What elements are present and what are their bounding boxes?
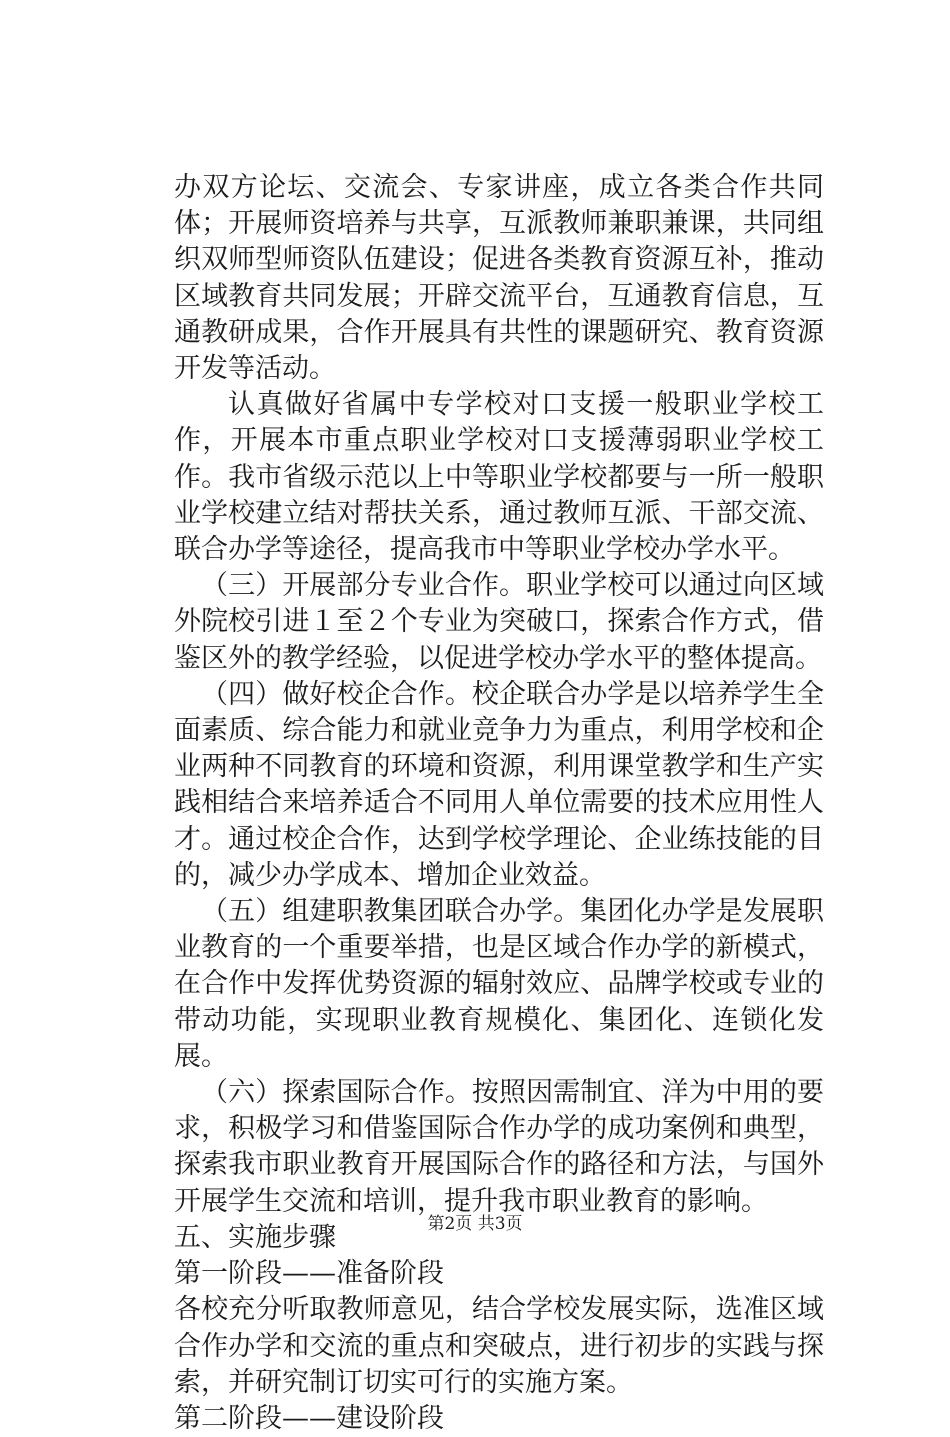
paragraph-support-work: 认真做好省属中专学校对口支援一般职业学校工作，开展本市重点职业学校对口支援薄弱职业学校工作。我市省级示范以上中等职业学校都要与一所一般职业学校建立结对帮扶关系，通过教师互派、干部交流、联合办学等途径，提高我市中等职业学校办学水平。 bbox=[174, 389, 824, 566]
page-footer: 第2页 共3页 bbox=[427, 1214, 523, 1234]
paragraph-section-6: （六）探索国际合作。按照因需制宜、洋为中用的要求，积极学习和借鉴国际合作办学的成功案例和典型，探索我市职业教育开展国际合作的路径和方法，与国外开展学生交流和培训，提升我市职业教育的影响。 bbox=[174, 1077, 824, 1217]
paragraph-section-4: （四）做好校企合作。校企联合办学是以培养学生全面素质、综合能力和就业竞争力为重点，利用学校和企业两种不同教育的环境和资源，利用课堂教学和生产实践相结合来培养适合不同用人单位需要的技术应用性人才。通过校企合作，达到学校学理论、企业练技能的目的，减少办学成本、增加企业效益。 bbox=[174, 678, 824, 891]
paragraph-continuation: 办双方论坛、交流会、专家讲座，成立各类合作共同体；开展师资培养与共享，互派教师兼职兼课，共同组织双师型师资队伍建设；促进各类教育资源互补，推动区域教育共同发展；开辟交流平台，互通教育信息，互通教研成果，合作开展具有共性的课题研究、教育资源开发等活动。 bbox=[174, 172, 824, 385]
heading-implementation-steps: 五、实施步骤 bbox=[174, 1221, 336, 1253]
paragraph-stage-one: 各校充分听取教师意见，结合学校发展实际，选准区域合作办学和交流的重点和突破点，进行初步的实践与探索，并研究制订切实可行的实施方案。 bbox=[174, 1294, 824, 1398]
paragraph-section-5: （五）组建职教集团联合办学。集团化办学是发展职业教育的一个重要举措，也是区域合作办学的新模式，在合作中发挥优势资源的辐射效应、品牌学校或专业的带动功能，实现职业教育规模化、集团化、连锁化发展。 bbox=[174, 896, 824, 1072]
heading-stage-two: 第二阶段——建设阶段 bbox=[174, 1402, 444, 1434]
heading-stage-one: 第一阶段——准备阶段 bbox=[174, 1258, 444, 1290]
paragraph-section-3: （三）开展部分专业合作。职业学校可以通过向区域外院校引进１至２个专业为突破口，探索合作方式，借鉴区外的教学经验，以促进学校办学水平的整体提高。 bbox=[174, 570, 824, 674]
document-body bbox=[174, 170, 824, 1437]
